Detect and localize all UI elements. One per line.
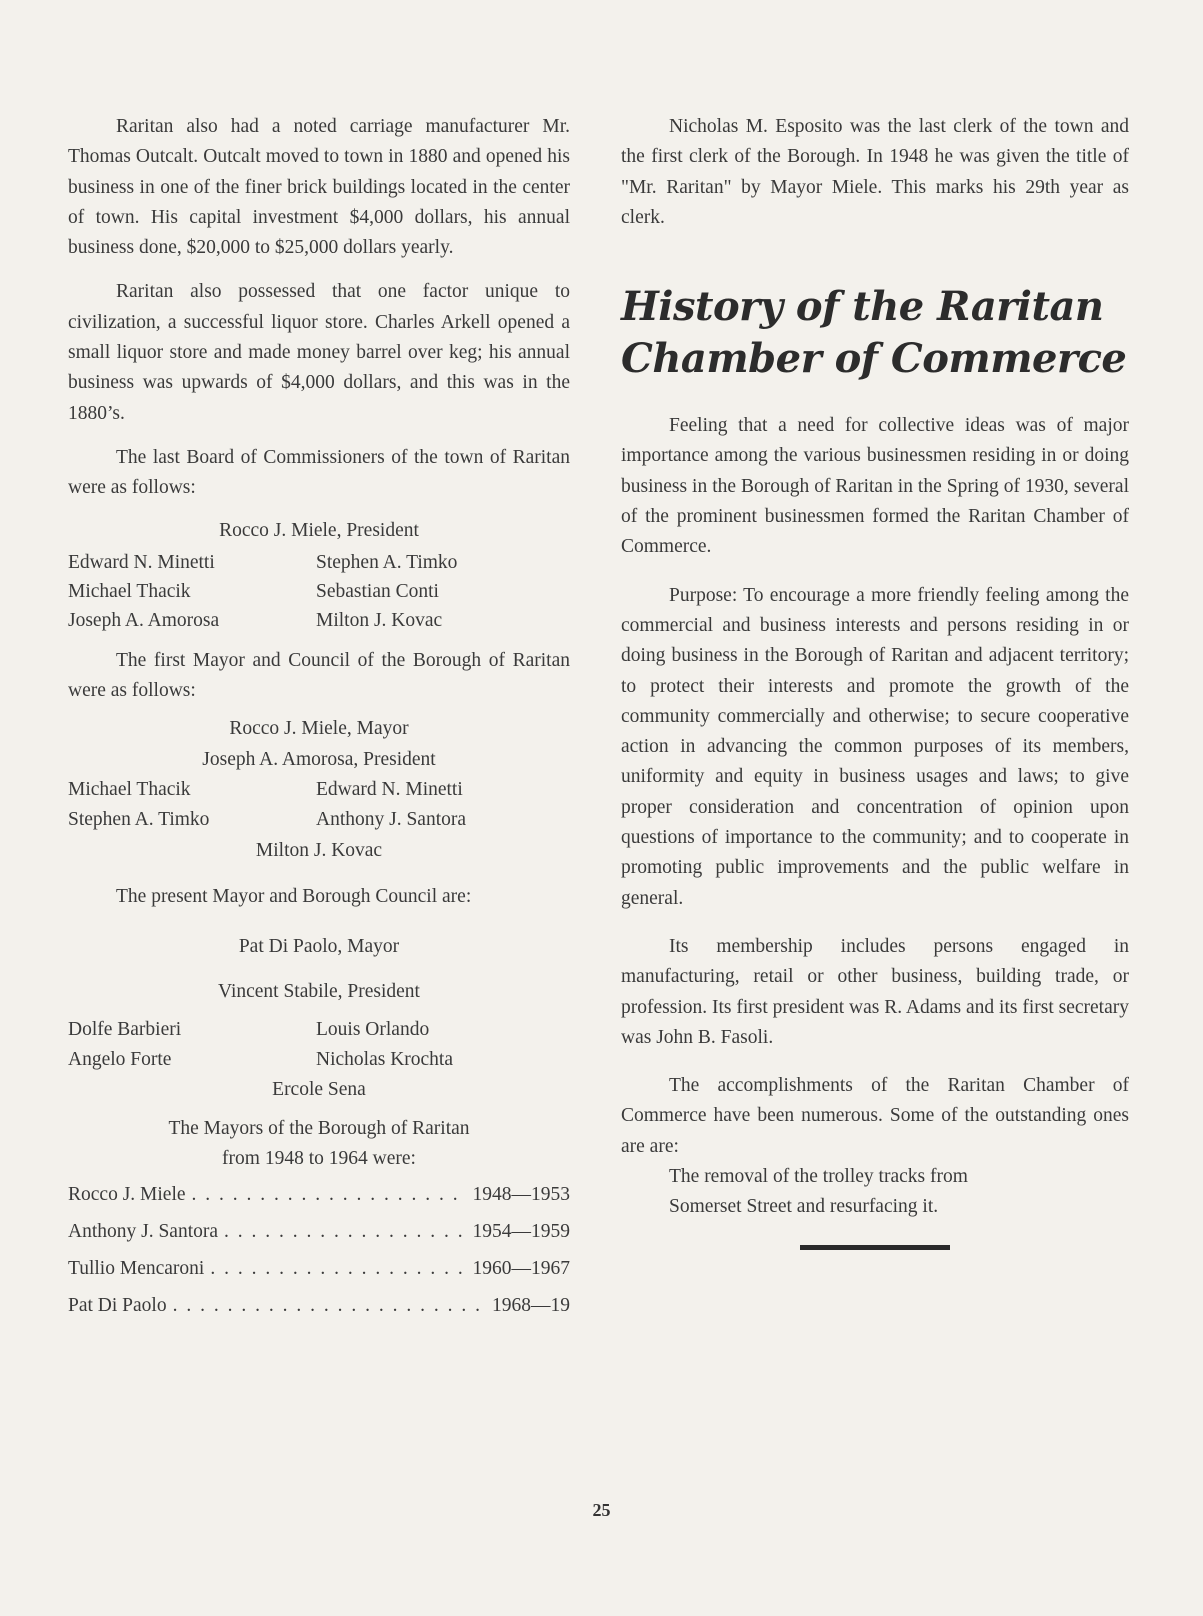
commissioner-name: Michael Thacik xyxy=(68,580,191,602)
present-president: Vincent Stabile, President xyxy=(218,980,420,1002)
first-council-list xyxy=(68,775,570,836)
mayor-row xyxy=(68,1258,570,1295)
commissioner-name: Stephen A. Timko xyxy=(316,551,458,573)
mayor-years: 1960—1967 xyxy=(472,1258,570,1280)
page-number: 25 xyxy=(592,1500,611,1520)
council-member-name: Dolfe Barbieri xyxy=(68,1018,182,1040)
present-mayor: Pat Di Paolo, Mayor xyxy=(238,936,400,958)
dot-leader xyxy=(173,1295,486,1317)
paragraph-carriage-manufacturer: Raritan also had a noted carriage manufacturer Mr. Thomas Outcalt. Outcalt moved to town in 1880 and opened his business in one of the finer brick buildings located in the center of town. His capital investment $4,000 dollars, his annual business done, $20,000 to $25,000 dollars yearly. xyxy=(68,116,570,259)
council-member-name: Stephen A. Timko xyxy=(68,809,210,831)
paragraph-present-mayor-council: The present Mayor and Borough Council are: xyxy=(116,885,472,907)
accomplishment-line2: Somerset Street and resurfacing it. xyxy=(669,1196,939,1218)
mayor-years: 1954—1959 xyxy=(472,1221,570,1243)
paragraph-first-mayor-council: The first Mayor and Council of the Borough of Raritan were as follows: xyxy=(68,649,570,702)
first-president: Joseph A. Amorosa, President xyxy=(202,748,436,770)
paragraph-liquor-store: Raritan also possessed that one factor unique to civilization, a successful liquor store. Charles Arkell opened a small liquor store and made money barrel over keg; his annual business was upwards of $4,000 dollars, and this was in the 1880’s. xyxy=(68,281,570,424)
accomplishment-item xyxy=(621,1162,1129,1223)
commissioner-name: Edward N. Minetti xyxy=(68,551,215,573)
council-member-name: Louis Orlando xyxy=(316,1018,430,1040)
council-member-name: Anthony J. Santora xyxy=(316,809,467,831)
council-member-name: Edward N. Minetti xyxy=(316,779,463,801)
paragraph-town-clerk: Nicholas M. Esposito was the last clerk of the town and the first clerk of the Borough. In 1948 he was given the title of "Mr. Raritan" by Mayor Miele. This marks his 29th year as clerk. xyxy=(621,116,1129,228)
mayor-name: Tullio Mencaroni xyxy=(68,1258,205,1280)
accomplishment-line1: The removal of the trolley tracks from xyxy=(669,1166,968,1188)
commissioners-president: Rocco J. Miele, President xyxy=(219,519,419,541)
mayors-list xyxy=(68,1184,570,1332)
commissioner-name: Milton J. Kovac xyxy=(316,609,443,631)
council-member-name: Nicholas Krochta xyxy=(316,1049,453,1071)
mayor-row xyxy=(68,1221,570,1258)
present-council-list xyxy=(68,1015,570,1076)
mayors-heading-line2: from 1948 to 1964 were: xyxy=(222,1148,416,1170)
section-title xyxy=(621,281,1129,385)
paragraph-board-of-commissioners: The last Board of Commissioners of the town of Raritan were as follows: xyxy=(68,446,570,499)
section-title-line1: History of the Raritan xyxy=(621,283,1104,331)
left-column xyxy=(68,112,570,1332)
paragraph-purpose: Purpose: To encourage a more friendly feeling among the commercial and business interests and persons residing in or doing business in the Borough of Raritan and adjacent territory; to protect their interests and promote the growth of the community commercially and otherwise; to secure cooperative action in advancing the common purposes of its members, uniformity and equity in business usages and laws; to give proper consideration and concentration of opinion upon questions of importance to the community; and to cooperate in promoting public improvements and the public welfare in general. xyxy=(621,584,1129,909)
paragraph-founding: Feeling that a need for collective ideas was of major importance among the various businessmen residing in or doing business in the Borough of Raritan in the Spring of 1930, several of the prominent businessmen formed the Raritan Chamber of Commerce. xyxy=(621,415,1129,558)
dot-leader xyxy=(192,1184,467,1206)
mayor-years: 1948—1953 xyxy=(472,1184,570,1206)
council-member-name: Angelo Forte xyxy=(68,1049,172,1071)
section-end-rule xyxy=(800,1245,950,1250)
commissioners-list xyxy=(68,552,570,632)
present-council-last-member: Ercole Sena xyxy=(272,1079,366,1101)
commissioner-name: Joseph A. Amorosa xyxy=(68,609,220,631)
mayor-name: Rocco J. Miele xyxy=(68,1184,186,1206)
council-member-name: Michael Thacik xyxy=(68,779,191,801)
mayor-row xyxy=(68,1184,570,1221)
mayor-years: 1968—19 xyxy=(492,1295,570,1317)
paragraph-membership: Its membership includes persons engaged in manufacturing, retail or other business, building trade, or profession. Its first president was R. Adams and its first secretary was John B. Fasoli. xyxy=(621,935,1129,1048)
first-mayor: Rocco J. Miele, Mayor xyxy=(229,718,409,740)
right-column xyxy=(621,112,1129,1250)
dot-leader xyxy=(224,1221,466,1243)
mayor-name: Pat Di Paolo xyxy=(68,1295,167,1317)
paragraph-accomplishments: The accomplishments of the Raritan Chamber of Commerce have been numerous. Some of the outstanding ones are are: xyxy=(621,1075,1129,1157)
dot-leader xyxy=(210,1258,466,1280)
mayor-name: Anthony J. Santora xyxy=(68,1221,219,1243)
first-council-last-member: Milton J. Kovac xyxy=(255,839,383,861)
mayors-heading-line1: The Mayors of the Borough of Raritan xyxy=(168,1117,470,1139)
section-title-line2: Chamber of Commerce xyxy=(621,335,1127,383)
commissioner-name: Sebastian Conti xyxy=(316,580,439,602)
mayor-row xyxy=(68,1295,570,1332)
